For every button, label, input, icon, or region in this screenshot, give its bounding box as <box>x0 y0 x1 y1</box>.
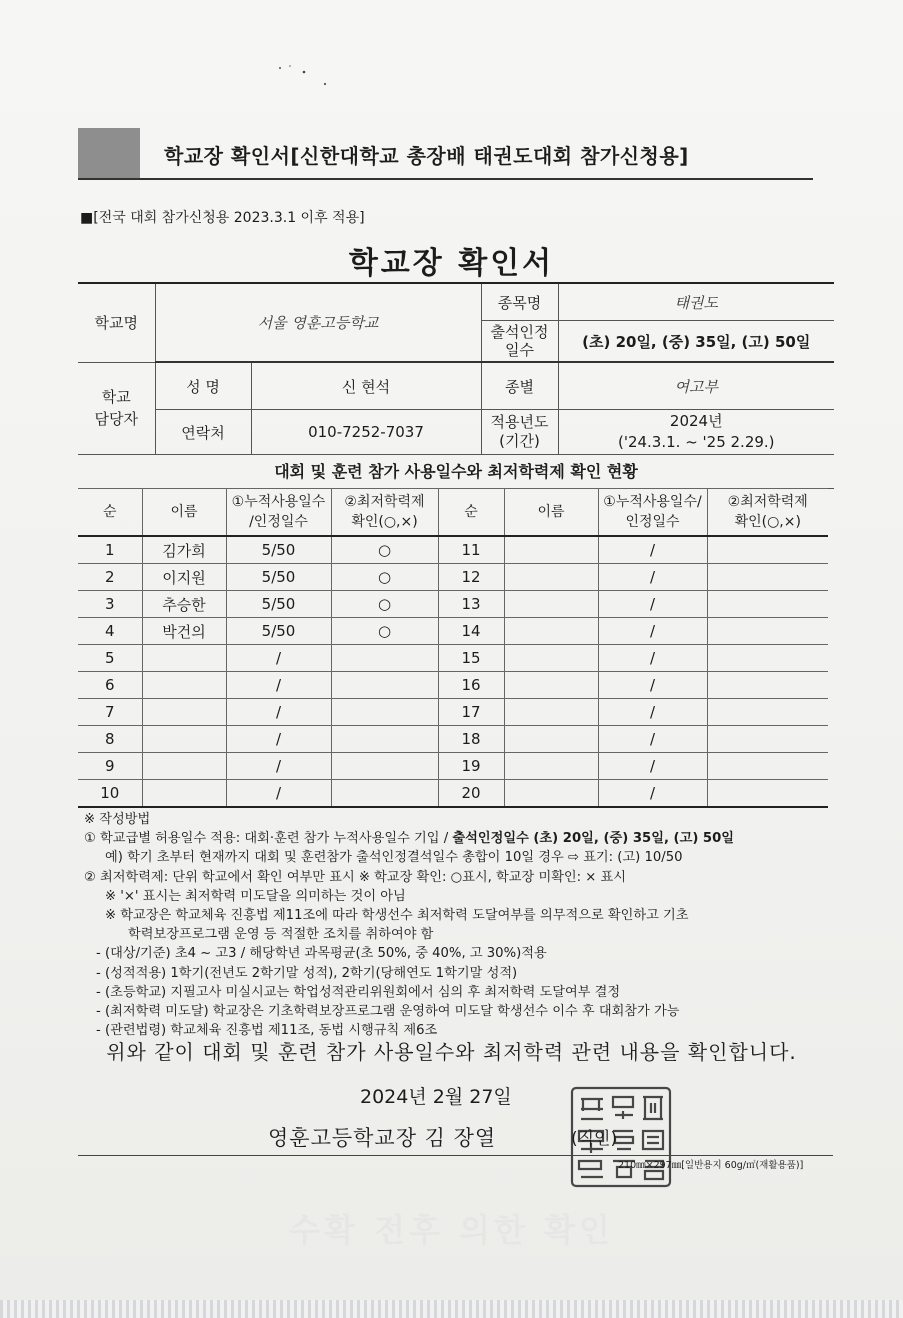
contact-value: 010-7252-7037 <box>251 410 481 455</box>
row-no2: 11 <box>438 536 504 564</box>
info-table <box>78 282 834 455</box>
instr-line-10: - (최저학력 미도달) 학교장은 기초학력보장프로그램 운영하여 미도달 학생선수 이수 후 대회참가 가능 <box>96 1004 680 1020</box>
row-check <box>331 753 438 780</box>
name-value: 신 현석 <box>251 362 481 410</box>
bleed-through-text: 수확 전후 의한 확인 <box>289 1211 614 1249</box>
row-no2: 20 <box>438 780 504 808</box>
row-days2: / <box>598 672 707 699</box>
roster-row <box>78 780 828 808</box>
row-name2 <box>504 618 598 645</box>
row-no2: 14 <box>438 618 504 645</box>
row-check2 <box>707 699 828 726</box>
row-days: / <box>226 699 331 726</box>
row-days: / <box>226 672 331 699</box>
row-no: 8 <box>78 726 142 753</box>
row-days2: / <box>598 780 707 808</box>
signature-date: 2024년 2월 27일 <box>360 1086 512 1108</box>
col-check-header-l1: ②최저학력제 <box>344 494 425 510</box>
roster-body <box>78 536 828 807</box>
col-check-header <box>331 489 438 537</box>
col-check2-header-l2: 확인(○,×) <box>734 514 801 530</box>
period-year: 2024년 <box>669 412 723 430</box>
roster-row <box>78 591 828 618</box>
row-days: / <box>226 645 331 672</box>
row-no: 2 <box>78 564 142 591</box>
row-name <box>142 726 226 753</box>
instr-line-1b: 출석인정일수 (초) 20일, (중) 35일, (고) 50일 <box>452 831 735 847</box>
instr-line-5: ※ 학교장은 학교체육 진흥법 제11조에 따라 학생선수 최저학력 도달여부를 의무적으로 확인하고 기초 <box>105 908 689 924</box>
col-no2-header: 순 <box>438 489 504 537</box>
header-gray-block <box>78 128 140 178</box>
roster-row <box>78 672 828 699</box>
row-no2: 13 <box>438 591 504 618</box>
col-check-header-l2: 확인(○,×) <box>351 514 418 530</box>
period-label <box>481 410 558 455</box>
col-no-header: 순 <box>78 489 142 537</box>
col-days2-header-l2: 인정일수 <box>625 514 680 530</box>
col-check2-header <box>707 489 828 537</box>
name-label: 성 명 <box>155 362 251 410</box>
instr-line-1 <box>84 829 844 848</box>
row-days: 5/50 <box>226 564 331 591</box>
row-days2: / <box>598 618 707 645</box>
event-value: 태권도 <box>558 283 834 321</box>
instr-line-3: ② 최저학력제: 단위 학교에서 확인 여부만 표시 ※ 학교장 확인: ○표시, 학교장 미확인: × 표시 <box>84 869 627 885</box>
contact-label: 연락처 <box>155 410 251 455</box>
col-days2-header <box>598 489 707 537</box>
instr-line-11: - (관련법령) 학교체육 진흥법 제11조, 동법 시행규칙 제6조 <box>96 1023 438 1039</box>
row-check: ○ <box>331 618 438 645</box>
roster-row <box>78 699 828 726</box>
row-name2 <box>504 753 598 780</box>
row-days: 5/50 <box>226 591 331 618</box>
instr-line-4: ※ '×' 표시는 최저학력 미도달을 의미하는 것이 아님 <box>105 888 406 904</box>
roster-header-row <box>78 489 828 537</box>
row-check2 <box>707 618 828 645</box>
row-days2: / <box>598 564 707 591</box>
school-label: 학교명 <box>78 283 155 362</box>
row-name2 <box>504 699 598 726</box>
roster-row <box>78 618 828 645</box>
roster-table <box>78 488 828 808</box>
row-name: 이지원 <box>142 564 226 591</box>
roster-row <box>78 564 828 591</box>
roster-row <box>78 645 828 672</box>
period-range: ('24.3.1. ~ '25 2.29.) <box>617 433 775 451</box>
event-label: 종목명 <box>481 283 558 321</box>
row-check <box>331 726 438 753</box>
row-no: 10 <box>78 780 142 808</box>
row-days2: / <box>598 699 707 726</box>
confirmation-text: 위와 같이 대회 및 훈련 참가 사용일수와 최저학력 관련 내용을 확인합니다. <box>106 1040 797 1064</box>
row-no2: 19 <box>438 753 504 780</box>
col-days-header-l2: /인정일수 <box>249 514 308 530</box>
attendance-label <box>481 321 558 363</box>
row-days2: / <box>598 591 707 618</box>
roster-row <box>78 726 828 753</box>
row-name2 <box>504 726 598 753</box>
row-name2 <box>504 645 598 672</box>
row-name: 추승한 <box>142 591 226 618</box>
row-check2 <box>707 536 828 564</box>
row-no2: 18 <box>438 726 504 753</box>
row-no: 1 <box>78 536 142 564</box>
row-days: 5/50 <box>226 536 331 564</box>
row-name2 <box>504 591 598 618</box>
manager-label <box>78 362 155 455</box>
paper-spec-note: 210㎜×297㎜[일반용지 60g/㎡(재활용품)] <box>618 1160 804 1171</box>
paper-specks <box>270 60 350 100</box>
row-no: 7 <box>78 699 142 726</box>
instr-line-1a: ① 학교급별 허용일수 적용: 대회·훈련 참가 누적사용일수 기입 / <box>84 831 453 847</box>
row-no: 4 <box>78 618 142 645</box>
header-bar <box>78 128 813 180</box>
row-days: 5/50 <box>226 618 331 645</box>
instr-line-7: - (대상/기준) 초4 ~ 고3 / 해당학년 과목평균(초 50%, 중 40%, 고 30%)적용 <box>96 946 547 962</box>
header-title: 학교장 확인서[신한대학교 총장배 태권도대회 참가신청용] <box>164 144 689 168</box>
col-days2-header-l1: ①누적사용일수/ <box>603 494 702 510</box>
row-days: / <box>226 753 331 780</box>
instr-line-9: - (초등학교) 지필고사 미실시교는 학업성적관리위원회에서 심의 후 최저학력 도달여부 결정 <box>96 984 621 1000</box>
category-label: 종별 <box>481 362 558 410</box>
col-name-header: 이름 <box>142 489 226 537</box>
row-name <box>142 780 226 808</box>
row-check2 <box>707 591 828 618</box>
period-value <box>558 410 834 455</box>
row-check2 <box>707 645 828 672</box>
row-check2 <box>707 753 828 780</box>
row-no2: 15 <box>438 645 504 672</box>
instructions <box>84 810 844 1040</box>
row-no: 5 <box>78 645 142 672</box>
row-check2 <box>707 726 828 753</box>
scan-bottom-strip <box>0 1300 903 1318</box>
row-no2: 17 <box>438 699 504 726</box>
row-name2 <box>504 780 598 808</box>
manager-label-line2: 담당자 <box>94 410 138 429</box>
row-check2 <box>707 780 828 808</box>
period-label-line2: (기간) <box>499 432 540 450</box>
row-no2: 12 <box>438 564 504 591</box>
row-days2: / <box>598 645 707 672</box>
col-days-header <box>226 489 331 537</box>
row-check <box>331 672 438 699</box>
row-days: / <box>226 780 331 808</box>
row-name <box>142 672 226 699</box>
attendance-value: (초) 20일, (중) 35일, (고) 50일 <box>558 321 834 363</box>
category-value: 여고부 <box>558 362 834 410</box>
row-days: / <box>226 726 331 753</box>
row-name: 박건의 <box>142 618 226 645</box>
instr-line-2: 예) 학기 초부터 현재까지 대회 및 훈련참가 출석인정결석일수 총합이 10일 경우 ⇨ 표기: (고) 10/50 <box>105 850 683 866</box>
row-name: 김가희 <box>142 536 226 564</box>
footer-rule <box>78 1155 833 1156</box>
col-name2-header: 이름 <box>504 489 598 537</box>
roster-row <box>78 753 828 780</box>
instr-line-6: 학력보장프로그램 운영 등 적절한 조치를 취하여야 함 <box>128 927 434 943</box>
row-check2 <box>707 672 828 699</box>
row-name2 <box>504 536 598 564</box>
row-check: ○ <box>331 564 438 591</box>
row-name <box>142 645 226 672</box>
row-check: ○ <box>331 591 438 618</box>
applicability-note: ■[전국 대회 참가신청용 2023.3.1 이후 적용] <box>80 210 365 226</box>
attendance-label-line2: 일수 <box>505 341 534 359</box>
row-no: 3 <box>78 591 142 618</box>
attendance-label-line1: 출석인정 <box>490 323 549 341</box>
period-label-line1: 적용년도 <box>490 413 549 431</box>
row-no2: 16 <box>438 672 504 699</box>
row-days2: / <box>598 753 707 780</box>
row-name2 <box>504 672 598 699</box>
row-no: 9 <box>78 753 142 780</box>
school-value: 서울 영훈고등학교 <box>155 283 481 362</box>
row-name <box>142 753 226 780</box>
seal-label: (직인) <box>571 1129 618 1149</box>
principal-name: 영훈고등학교장 김 장열 <box>268 1126 497 1150</box>
row-no: 6 <box>78 672 142 699</box>
section-title: 대회 및 훈련 참가 사용일수와 최저학력제 확인 현황 <box>78 455 834 489</box>
row-check2 <box>707 564 828 591</box>
main-title: 학교장 확인서 <box>348 246 555 281</box>
row-days2: / <box>598 726 707 753</box>
manager-label-line1: 학교 <box>101 388 131 407</box>
row-check <box>331 780 438 808</box>
row-name <box>142 699 226 726</box>
row-days2: / <box>598 536 707 564</box>
instr-heading: ※ 작성방법 <box>84 812 151 827</box>
row-check: ○ <box>331 536 438 564</box>
col-check2-header-l1: ②최저학력제 <box>727 494 808 510</box>
row-check <box>331 645 438 672</box>
instr-line-8: - (성적적용) 1학기(전년도 2학기말 성적), 2학기(당해연도 1학기말 성적) <box>96 965 518 981</box>
col-days-header-l1: ①누적사용일수 <box>231 494 326 510</box>
row-name2 <box>504 564 598 591</box>
roster-row <box>78 536 828 564</box>
row-check <box>331 699 438 726</box>
